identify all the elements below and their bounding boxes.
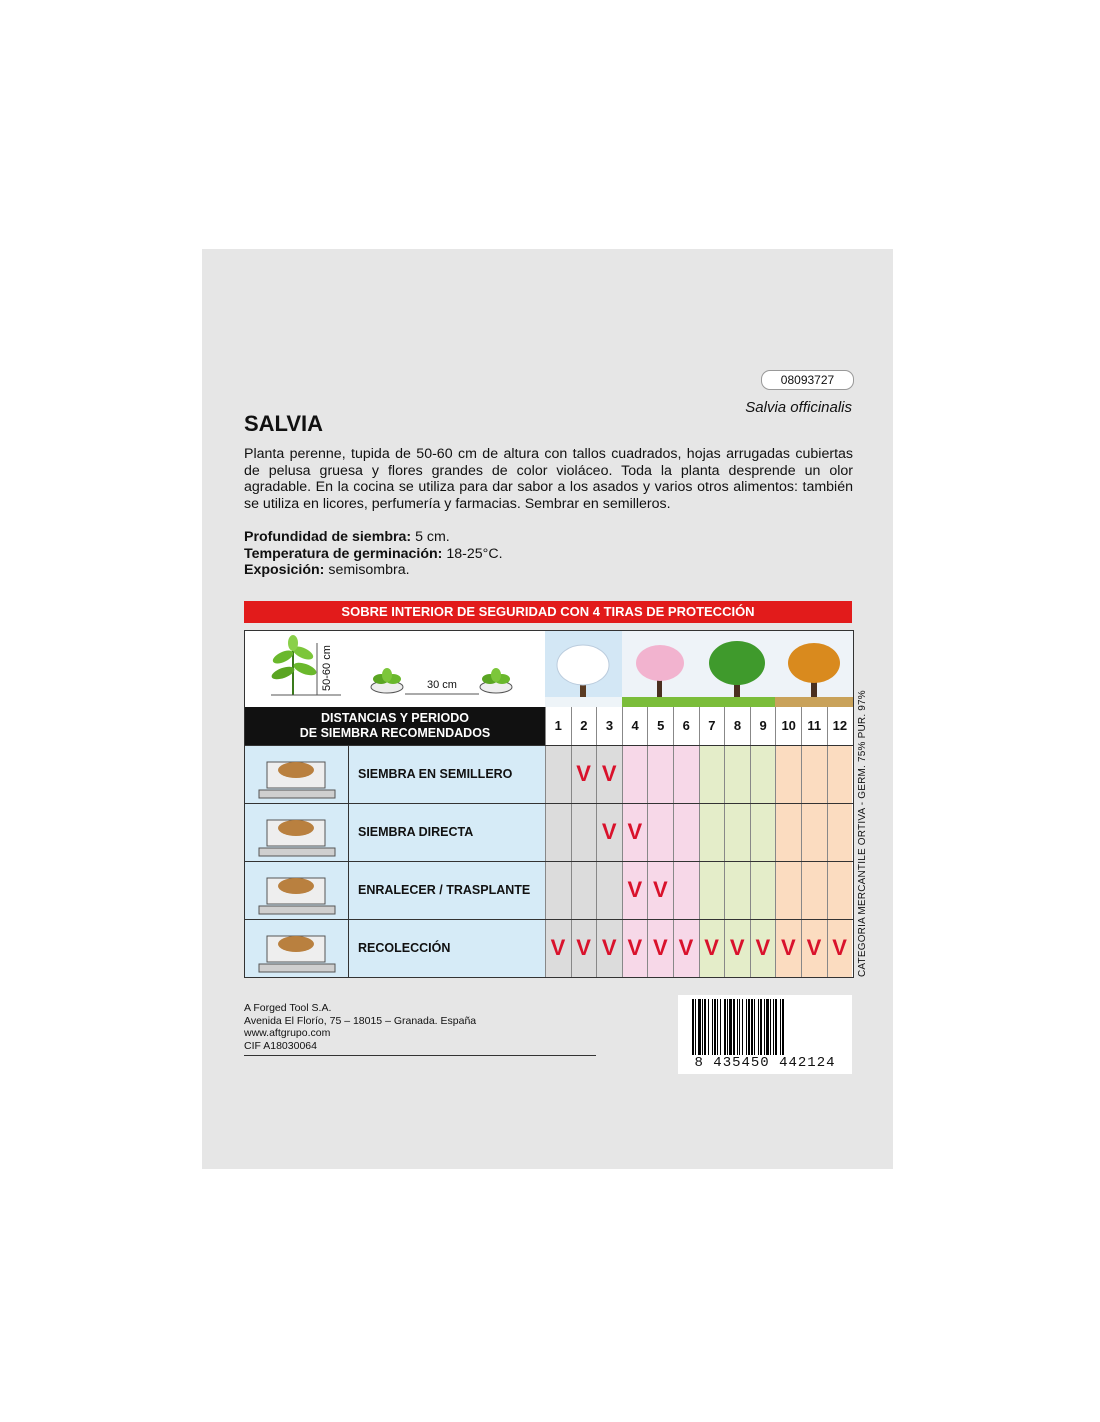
month-label: 12 <box>827 707 853 745</box>
check-mark: V <box>755 935 771 960</box>
barcode <box>678 995 852 1074</box>
check-mark: V <box>601 761 617 786</box>
month-label: 3 <box>596 707 622 745</box>
month-label: 6 <box>673 707 699 745</box>
check-mark: V <box>704 935 719 960</box>
footer-divider <box>244 1055 596 1056</box>
check-mark: V <box>832 935 847 960</box>
month-label: 9 <box>750 707 776 745</box>
exposure-label: Exposición: <box>244 562 325 578</box>
transplant-seedling-icon <box>245 861 349 919</box>
seed-packet-back <box>202 249 893 1169</box>
growing-facts <box>244 529 503 579</box>
depth-value: 5 cm. <box>411 529 450 545</box>
row-label: RECOLECCIÓN <box>358 941 451 955</box>
company-address: Avenida El Florío, 75 – 18015 – Granada. España <box>244 1014 477 1027</box>
scientific-name: Salvia officinalis <box>745 399 852 416</box>
check-mark: V <box>806 935 822 960</box>
row-label: ENRALECER / TRASPLANTE <box>358 883 531 897</box>
company-info <box>244 1002 476 1052</box>
spring-tree-icon <box>622 631 698 707</box>
check-mark: V <box>601 819 617 844</box>
company-name: A Forged Tool S.A. <box>244 1002 332 1014</box>
product-code: 08093727 <box>761 370 854 390</box>
row-divider <box>545 861 853 862</box>
security-banner: SOBRE INTERIOR DE SEGURIDAD CON 4 TIRAS DE PROTECCIÓN <box>244 601 852 623</box>
direct-sowing-icon <box>245 803 349 861</box>
row-divider <box>545 803 853 804</box>
exposure-value: semisombra. <box>324 562 410 578</box>
seedbed-tray-icon <box>245 745 349 803</box>
check-mark: V <box>653 935 668 960</box>
company-web: www.aftgrupo.com <box>244 1027 331 1039</box>
spacing-label: 30 cm <box>427 679 457 691</box>
winter-tree-icon <box>545 631 622 707</box>
check-mark: V <box>576 935 591 960</box>
company-cif: CIF A18030064 <box>244 1039 317 1052</box>
plant-spacing-icon <box>245 631 545 707</box>
height-label: 50-60 cm <box>321 645 333 691</box>
check-mark: V <box>678 935 694 960</box>
check-mark: V <box>601 935 617 960</box>
harvest-basket-icon <box>245 919 349 977</box>
check-mark: V <box>729 935 745 960</box>
check-mark: V <box>576 761 591 786</box>
sowing-calendar <box>244 630 854 978</box>
check-mark: V <box>627 935 643 960</box>
month-label: 7 <box>699 707 725 745</box>
side-category-text: CATEGORIA MERCANTILE ORTIVA - GERM. 75% PUR. 97% <box>857 690 868 977</box>
autumn-tree-icon <box>775 631 853 707</box>
barcode-number: 8 435450 442124 <box>694 1055 836 1071</box>
temp-label: Temperatura de germinación: <box>244 545 443 562</box>
month-label: 10 <box>775 707 801 745</box>
check-mark: V <box>627 877 643 902</box>
row-label: SIEMBRA EN SEMILLERO <box>358 767 513 781</box>
calendar-header <box>245 707 545 745</box>
month-label: 2 <box>571 707 597 745</box>
row-label-cell <box>349 919 545 977</box>
check-mark: V <box>627 819 643 844</box>
month-label: 8 <box>724 707 750 745</box>
row-label-cell <box>349 745 545 803</box>
row-divider <box>545 745 853 746</box>
row-label-cell <box>349 803 545 861</box>
row-label: SIEMBRA DIRECTA <box>358 825 474 839</box>
check-mark: V <box>550 935 566 960</box>
spacing-illustration <box>245 631 545 707</box>
month-label: 11 <box>801 707 827 745</box>
row-divider <box>545 919 853 920</box>
month-label: 4 <box>622 707 648 745</box>
depth-label: Profundidad de siembra: <box>244 529 412 545</box>
header-line2: DE SIEMBRA RECOMENDADOS <box>299 726 491 740</box>
summer-tree-icon <box>698 631 775 707</box>
product-description: Planta perenne, tupida de 50-60 cm de altura con tallos cuadrados, hojas arrugadas cubiertas de pelusa gruesa y flores grandes de color violáceo. Toda la planta desprende un olor agradable. En la cocina se utiliza para dar sabor a los asados y varios otros alimentos: también se utiliza en licores, perfumería y farmacias. Sembrar en semilleros. <box>244 446 853 512</box>
month-label: 1 <box>545 707 571 745</box>
barcode-bars-icon <box>678 999 852 1059</box>
check-mark: V <box>653 877 668 902</box>
month-label: 5 <box>647 707 673 745</box>
check-mark: V <box>781 935 796 960</box>
temp-value: 18-25°C. <box>442 545 503 562</box>
product-title: SALVIA <box>244 411 324 436</box>
header-line1: DISTANCIAS Y PERIODO <box>321 711 469 725</box>
row-label-cell <box>349 861 545 919</box>
